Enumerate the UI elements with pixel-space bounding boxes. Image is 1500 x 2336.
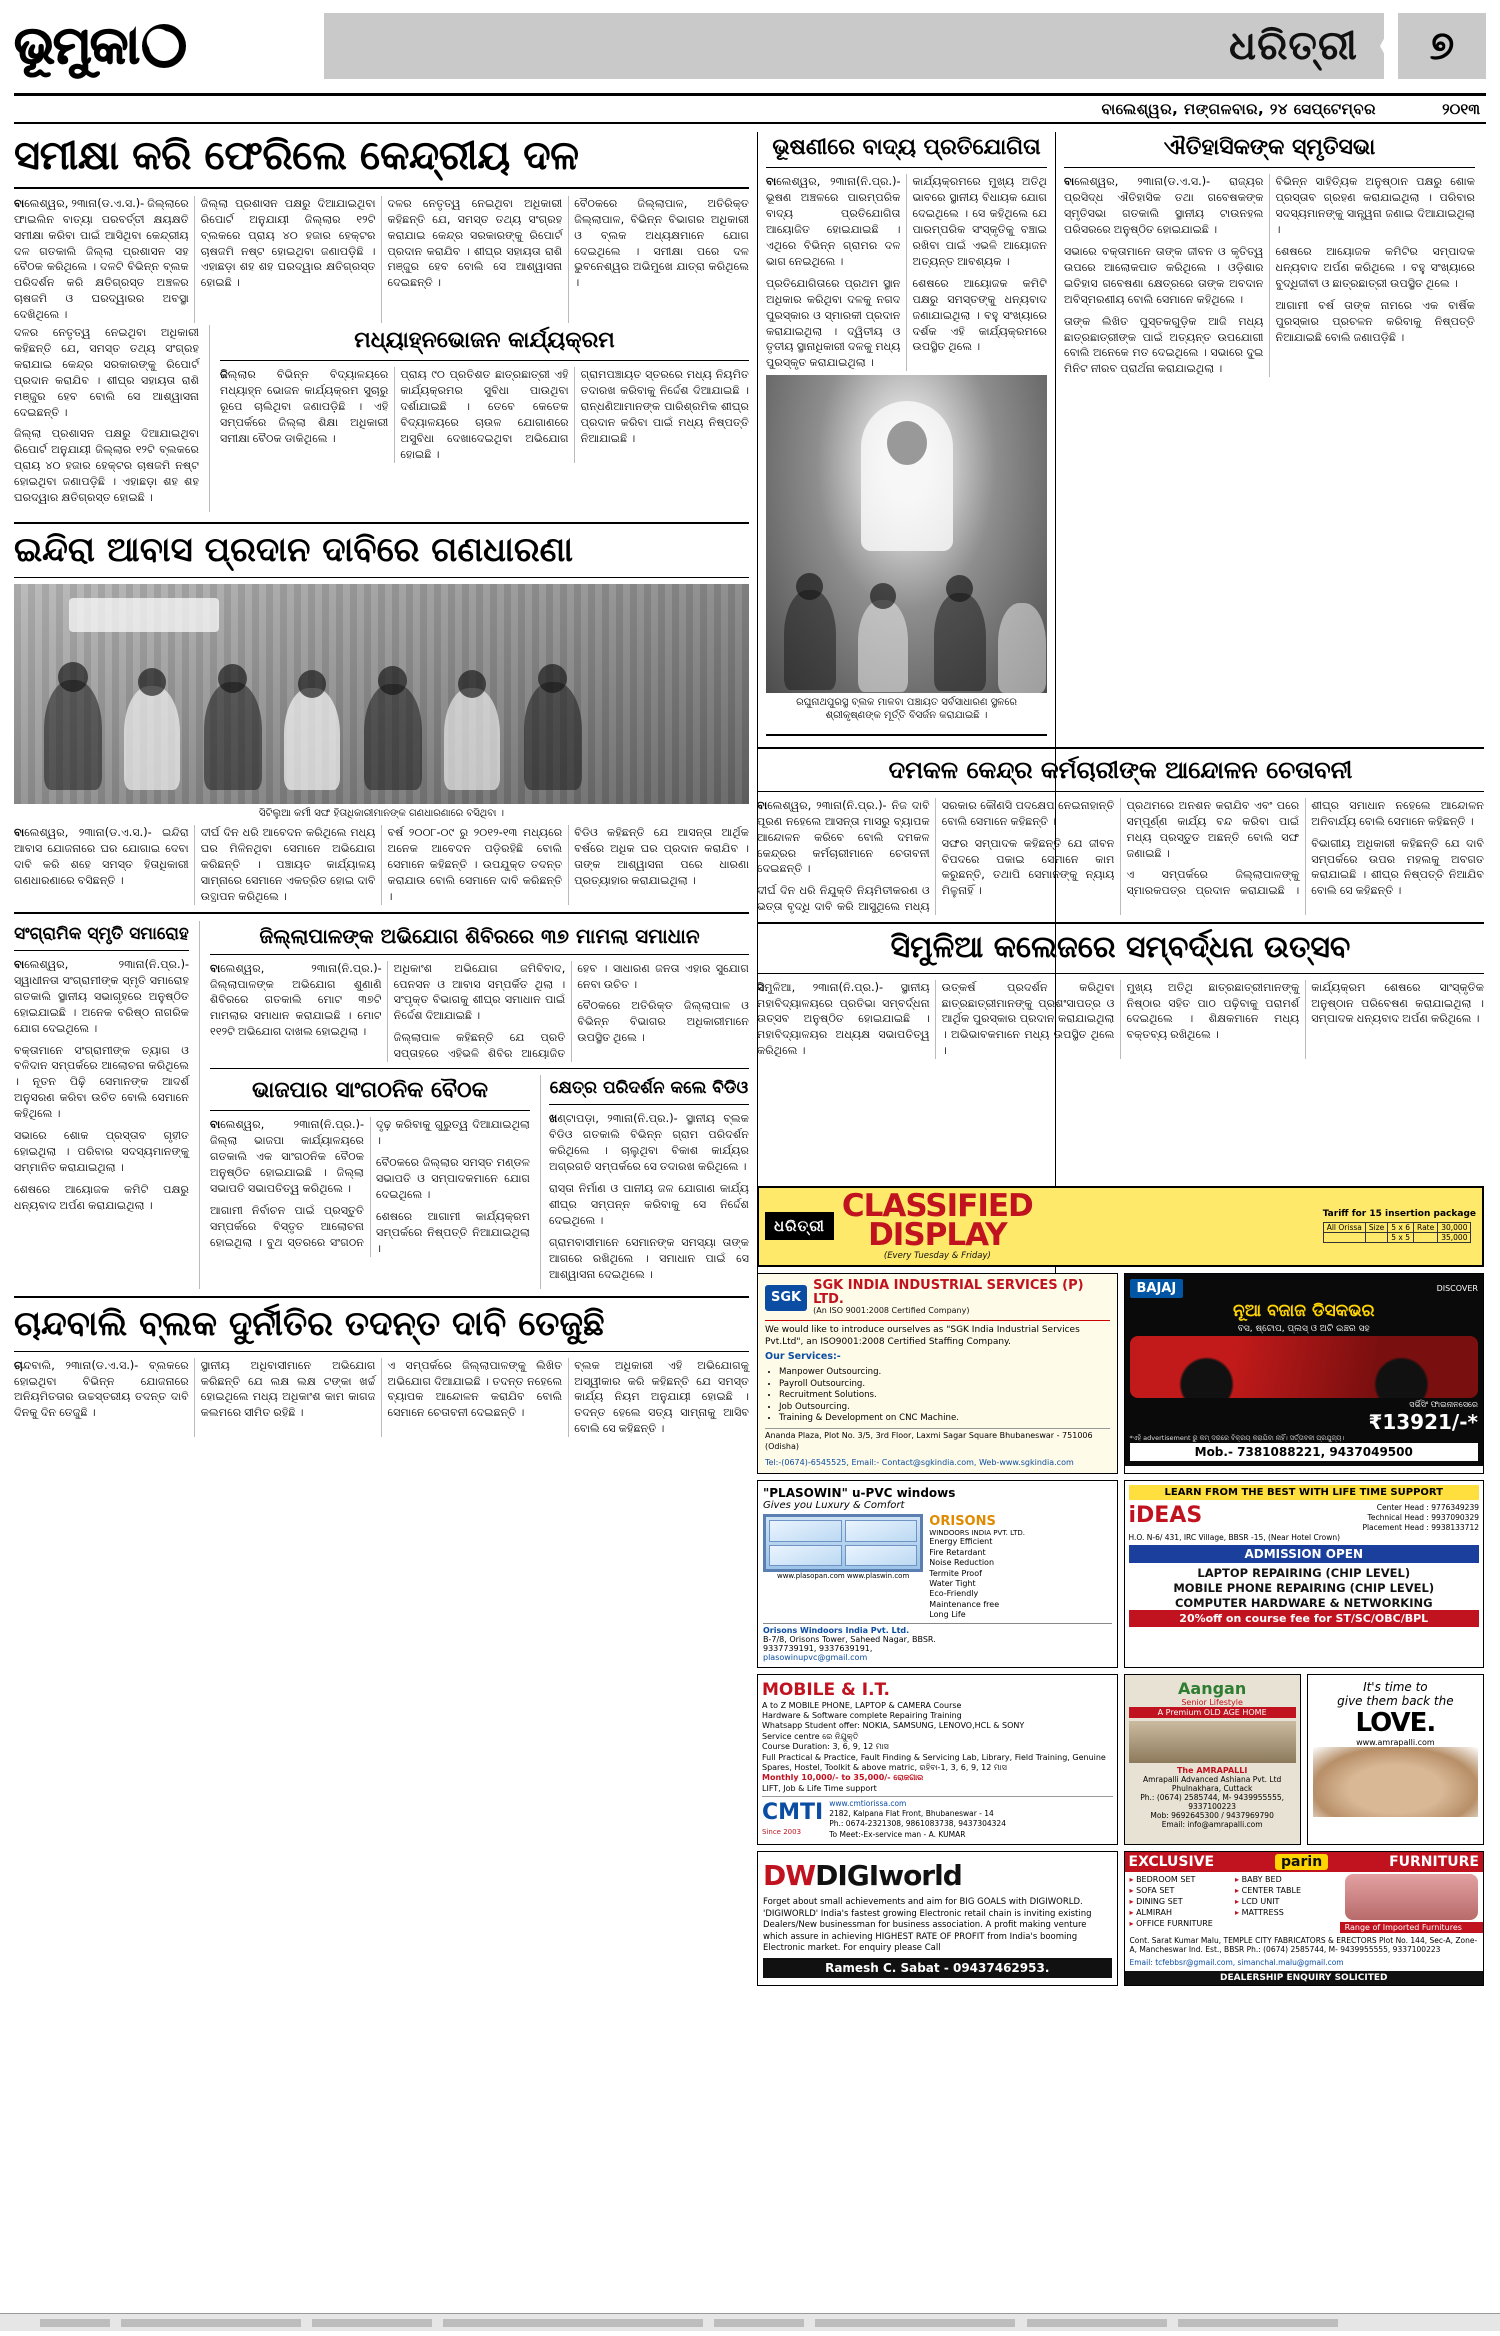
plasowin-subtitle: Gives you Luxury & Comfort (763, 1500, 905, 1512)
main-column (14, 132, 749, 1437)
dw-mark: DW (763, 1858, 816, 1892)
tariff-label: Tariff for 15 insertion package (1322, 1209, 1476, 1220)
headline-bhajpara: ଭାଜପାର ସାଂଗଠନିକ ବୈଠକ (252, 1078, 488, 1104)
digiworld-body: Forget about small achievements and aim for BIG GOALS with DIGIWORLD. 'DIGIWORLD' India's fastest growing Electronic retail chain is inviting existing Dealers/New businessman for business association. A profit making venture which assure in achieving HIGHEST RATE OF PROFIT from India's booming Electronic market. For enquiry please Call (763, 1897, 1092, 1954)
aangan-tag: Senior Lifestyle (1181, 1697, 1243, 1707)
headline-midday-meal: ମଧ୍ୟାହ୍ନଭୋଜନ କାର୍ଯ୍ୟକ୍ରମ (354, 328, 615, 354)
paragraph: ବାଲେଶ୍ୱର, ୨୩ାନା(ନି.ପ୍ର.)- ନିଜ ଦାବି ପୂରଣ ନହେଲେ ଆସନ୍ତା ମାସରୁ ବ୍ୟାପକ ଆନ୍ଦୋଳନ କରିବେ ବୋଲି ଦମକଳ କେନ୍ଦ୍ରର କର୍ମଚାରୀମାନେ ଚେତାବନୀ ଦେଇଛନ୍ତି । (757, 798, 930, 876)
paragraph: ଗ୍ରାମବାସୀମାନେ ସେମାନଙ୍କ ସମସ୍ୟା ତାଙ୍କ ଆଗରେ ରଖିଥିଲେ । ସମାଧାନ ପାଇଁ ସେ ଆଶ୍ୱାସନା ଦେଇଥିଲେ । (549, 1235, 749, 1281)
ideas-contact[interactable]: Technical Head : 9937090329 (1367, 1513, 1479, 1523)
ideas-offer: 20%off on course fee for ST/SC/OBC/BPL (1129, 1610, 1480, 1627)
bajaj-price-label: ସର୍ଭିସିଂ ଫାଇନାନସେରେ (1409, 1399, 1478, 1409)
ad-digiworld[interactable] (757, 1851, 1118, 1986)
headline-chandbali: ଚାନ୍ଦବାଲି ବ୍ଲକ ଦୁର୍ନୀତିର ତଦନ୍ତ ଦାବି ତେଜୁଛି (14, 1303, 605, 1344)
parin-item-list (1125, 1872, 1340, 1933)
cmti-jobs: LIFT, Job & Life Time support (762, 1783, 877, 1793)
newspaper-logo (14, 6, 314, 86)
aangan-logo: Aangan (1178, 1678, 1247, 1698)
classified-title-1: CLASSIFIED (841, 1188, 1033, 1224)
cmti-web[interactable]: www.cmtiorissa.com (829, 1799, 907, 1809)
parin-item: ▸ CENTER TABLE (1235, 1886, 1335, 1897)
bajaj-logo: BAJAJ (1130, 1279, 1184, 1298)
ad-cmti[interactable] (757, 1674, 1118, 1845)
article-sangramika (14, 921, 189, 1289)
ad-sgk[interactable] (757, 1273, 1118, 1475)
headline-lead: ସମୀକ୍ଷା କରି ଫେରିଲେ କେନ୍ଦ୍ରୀୟ ଦଳ (14, 133, 579, 179)
paragraph: ଶେଷରେ ଆୟୋଜକ କମିଟି ପକ୍ଷରୁ ଧନ୍ୟବାଦ ଅର୍ପଣ କରାଯାଇଥିଲା । (14, 1182, 189, 1212)
cmti-features: Full Practical & Practice, Fault Finding & Servicing Lab, Library, Field Training, Genuine Spares, Hostel, Toolkit & above matric, ରହିବା-1, 3, 6, 9, 12 ମାସ (762, 1752, 1106, 1772)
headline-bhusandeswar: ଭୂଷଣୀରେ ବାଦ୍ୟ ପ୍ରତିଯୋଗିତା (772, 135, 1041, 160)
article-lead (14, 134, 749, 323)
paragraph: ଆଗାମୀ ବର୍ଷ ତାଙ୍କ ନାମରେ ଏକ ବାର୍ଷିକ ପୁରସ୍କାର ପ୍ରଚଳନ କରିବାକୁ ନିଷ୍ପତ୍ତି ନିଆଯାଇଛି ବୋଲି ଜଣାପଡ଼ିଛି । (1275, 298, 1475, 344)
headline-historic: ଐତିହାସିକଙ୍କ ସ୍ମୃତିସଭା (1163, 135, 1376, 160)
orisons-sub: WINDOORS INDIA PVT. LTD. (929, 1529, 1025, 1538)
classified-tariff (1323, 1209, 1476, 1243)
paragraph: ବାଲେଶ୍ୱର, ୨୩ାନା(ନି.ପ୍ର.)- ଜିଲ୍ଲାପାଳଙ୍କ ଅଭିଯୋଗ ଶୁଣାଣି ଶିବିରରେ ଗତକାଲି ମୋଟ ୩୭ଟି ମାମଲାର ସମାଧାନ କରାଯାଇଛି । ମୋଟ ୧୧୨ଟି ଅଭିଯୋଗ ଦାଖଲ ହୋଇଥିଲା । (210, 961, 382, 1039)
paragraph: ବର୍ଷ ୨୦୦୮-୦୯ ରୁ ୨୦୧୨-୧୩ ମଧ୍ୟରେ ଅନେକ ଆବେଦନ ପଡ଼ିରହିଛି ବୋଲି ସେମାନେ କହିଛନ୍ତି । ଉପଯୁକ୍ତ ତଦନ୍ତ କରାଯାଉ ବୋଲି ସେମାନେ ଦାବି କରିଛନ୍ତି । (387, 826, 563, 903)
motorcycle-image (1130, 1336, 1479, 1398)
parin-item: ▸ MATTRESS (1235, 1908, 1335, 1919)
paragraph: ସ୍ଥାନୀୟ ଅଧିବାସୀମାନେ ଅଭିଯୋଗ କରିଛନ୍ତି ଯେ ଲକ୍ଷ ଲକ୍ଷ ଟଙ୍କା ଖର୍ଚ୍ଚ ହୋଇଥିଲେ ମଧ୍ୟ ଅଧିକାଂଶ କାମ କାଗଜ କଲମରେ ସୀମିତ ରହିଛି । (200, 1358, 376, 1420)
article-midday (209, 325, 749, 512)
cmti-line2: Hardware & Software complete Repairing Training (762, 1711, 962, 1721)
plasowin-features (929, 1537, 1111, 1620)
parin-item: ▸ ALMIRAH (1130, 1908, 1230, 1919)
aangan-building-image (1129, 1721, 1296, 1763)
orisons-address: B-7/8, Orisons Tower, Saheed Nagar, BBSR. (763, 1634, 936, 1644)
plasowin-title: "PLASOWIN" u-PVC windows (763, 1486, 956, 1501)
paragraph: ଗ୍ରାମପଞ୍ଚାୟତ ସ୍ତରରେ ମଧ୍ୟ ନିୟମିତ ତଦାରଖ କରିବାକୁ ନିର୍ଦ୍ଦେଶ ଦିଆଯାଇଛି । ରାନ୍ଧଣିଆମାନଙ୍କ ପାରିଶ୍ରମିକ ଶୀଘ୍ର ପ୍ରଦାନ କରିବା ପାଇଁ ମଧ୍ୟ ନିଷ୍ପତ୍ତି ନିଆଯାଇଛି । (580, 368, 749, 446)
ideas-contact[interactable]: Placement Head : 9938133712 (1362, 1522, 1479, 1532)
sgk-name: SGK INDIA INDUSTRIAL SERVICES (P) LTD. (813, 1277, 1084, 1307)
cmti-logo: CMTI (762, 1800, 824, 1826)
dharitri-logo: ଧରିତ୍ରୀ (765, 1212, 834, 1240)
section-title: ଧରିତ୍ରୀ (1229, 22, 1358, 69)
window-image (763, 1514, 923, 1572)
cmti-earning: Monthly 10,000/- to 35,000/- ରୋଜଗାର (762, 1773, 924, 1783)
paragraph: ଏ ସମ୍ପର୍କରେ ଜିଲ୍ଲାପାଳଙ୍କୁ ଲିଖିତ ଅଭିଯୋଗ ଦିଆଯାଇଛି । ତଦନ୍ତ ନହେଲେ ବ୍ୟାପକ ଆନ୍ଦୋଳନ କରାଯିବ ବୋଲି ସେମାନେ ଚେତାବନୀ ଦେଇଛନ୍ତି । (387, 1358, 563, 1420)
paragraph: ସିମୁଳିଆ, ୨୩ାନା(ନି.ପ୍ର.)- ସ୍ଥାନୀୟ ମହାବିଦ୍ୟାଳୟରେ ପ୍ରତିଭା ସମ୍ବର୍ଦ୍ଧନା ଉତ୍ସବ ଅନୁଷ୍ଠିତ ହୋଇଯାଇଛି । ମହାବିଦ୍ୟାଳୟର ଅଧ୍ୟକ୍ଷ ସଭାପତିତ୍ୱ କରିଥିଲେ । (757, 980, 930, 1058)
classified-title-2: DISPLAY (868, 1217, 1007, 1254)
cmti-duration: Course Duration: 3, 6, 9, 12 ମାସ (762, 1742, 889, 1752)
article-collector-camp (199, 921, 749, 1289)
list-item: • Job Outsourcing. (779, 1402, 1110, 1414)
parin-item: ▸ OFFICE FURNITURE (1130, 1919, 1230, 1930)
feature: Noise Reduction (929, 1558, 995, 1568)
lower-news-block (757, 740, 1484, 1059)
orisons-phone[interactable]: 9337739191, 9337639191, (763, 1643, 873, 1653)
ad-parin[interactable] (1124, 1851, 1485, 1986)
paragraph: ଜିଲ୍ଲା ପ୍ରଶାସନ ପକ୍ଷରୁ ଦିଆଯାଇଥିବା ରିପୋର୍ଟ ଅନୁଯାୟୀ ଜିଲ୍ଲାର ୧୨ଟି ବ୍ଲକରେ ପ୍ରାୟ ୪୦ ହଜାର ହେକ୍ଟର ଚାଷଜମି ନଷ୍ଟ ହୋଇଥିବା ଜଣାପଡ଼ିଛି । ଏହାଛଡ଼ା ଶହ ଶହ ଘରଦ୍ୱାର କ୍ଷତିଗ୍ରସ୍ତ ହୋଇଛି । (200, 196, 376, 290)
paragraph: ଚାନ୍ଦବାଲି, ୨୩ାନା(ଡ.ଏ.ସ.)- ବ୍ଲକରେ ହୋଇଥିବା ବିଭିନ୍ନ ଯୋଜନାରେ ଅନିୟମିତତାର ଉଚ୍ଚସ୍ତରୀୟ ତଦନ୍ତ ଦାବି ଦିନକୁ ଦିନ ତେଜୁଛି । (14, 1358, 189, 1420)
plasowin-site[interactable]: www.plasopan.com www.plaswin.com (776, 1572, 910, 1581)
cmti-address: 2182, Kalpana Flat Front, Bhubaneswar - 14 (829, 1809, 994, 1819)
love-site[interactable]: www.amrapalli.com (1356, 1737, 1435, 1747)
paragraph: ଦଳର ନେତୃତ୍ୱ ନେଇଥିବା ଅଧିକାରୀ କହିଛନ୍ତି ଯେ, ସମସ୍ତ ତଥ୍ୟ ସଂଗ୍ରହ କରାଯାଇ କେନ୍ଦ୍ର ସରକାରଙ୍କୁ ରିପୋର୍ଟ ପ୍ରଦାନ କରାଯିବ । ଶୀଘ୍ର ସହାୟତା ରାଶି ମଞ୍ଜୁର ହେବ ବୋଲି ସେ ଆଶ୍ୱାସନା ଦେଇଛନ୍ତି । (14, 326, 199, 419)
ad-love[interactable] (1307, 1674, 1484, 1845)
parin-footer: DEALERSHIP ENQUIRY SOLICITED (1125, 1971, 1484, 1985)
tariff-table: All Orissa Size 5 x 6 Rate 30,000 5 x 5 35,000 (1323, 1222, 1472, 1244)
parin-logo: parin (1275, 1854, 1328, 1870)
article-historic (1064, 135, 1475, 377)
sgk-address: Ananda Plaza, Plot No. 3/5, 3rd Floor, Laxmi Sagar Square Bhubaneswar - 751006 (Odisha) (765, 1428, 1110, 1453)
aangan-place: Phulnakhara, Cuttack (1171, 1783, 1253, 1793)
bajaj-price: ₹13921/-* (1368, 1409, 1478, 1434)
paragraph: ରାସ୍ତା ନିର୍ମାଣ ଓ ପାନୀୟ ଜଳ ଯୋଗାଣ କାର୍ଯ୍ୟ ଶୀଘ୍ର ସମ୍ପନ୍ନ କରିବାକୁ ସେ ନିର୍ଦ୍ଦେଶ ଦେଇଥିଲେ । (549, 1182, 749, 1227)
aangan-mob[interactable]: Mob: 9692645300 / 9437969790 (1150, 1810, 1274, 1820)
bajaj-disclaimer: *ଏହି advertisement ରୁ କମ୍ ଦରରେ ବିକ୍ରୟ କରାଯିବା ନାହିଁ। ସର୍ତ୍ତାବଳୀ ପ୍ରଯୁଜ୍ୟ। (1129, 1433, 1345, 1442)
paragraph: ସଙ୍ଘର ସମ୍ପାଦକ କହିଛନ୍ତି ଯେ ଜୀବନ ବିପଦରେ ପକାଇ ସେମାନେ କାମ କରୁଛନ୍ତି, ତଥାପି ସେମାନଙ୍କୁ ନ୍ୟାୟ ମିଳୁନାହିଁ । (941, 836, 1115, 898)
ad-bajaj[interactable] (1124, 1273, 1485, 1475)
paragraph: ଶେଷରେ ଆୟୋଜକ କମିଟିର ସମ୍ପାଦକ ଧନ୍ୟବାଦ ଅର୍ପଣ କରିଥିଲେ । ବହୁ ସଂଖ୍ୟାରେ ବୁଦ୍ଧିଜୀବୀ ଓ ଛାତ୍ରଛାତ୍ରୀ ଉପସ୍ଥିତ ଥିଲେ । (1275, 245, 1475, 290)
ideas-contact[interactable]: Center Head : 9776349239 (1376, 1503, 1479, 1513)
paragraph: ବାଲେଶ୍ୱର, ୨୩ାନା(ଡ.ଏ.ସ.)- ଜିଲ୍ଲାରେ ଫାଇଲିନ ବାତ୍ୟା ପରବର୍ତ୍ତୀ କ୍ଷୟକ୍ଷତି ସମୀକ୍ଷା କରିବା ପାଇଁ ଆସିଥିବା କେନ୍ଦ୍ରୀୟ ଦଳ ଗତକାଲି ଜିଲ୍ଲା ପ୍ରଶାସନ ସହ ବୈଠକ କରିଥିଲେ । ଦଳଟି ବିଭିନ୍ନ ବ୍ଲକ ପରିଦର୍ଶନ କରି କ୍ଷତିଗ୍ରସ୍ତ ଅଞ୍ଚଳର ଚାଷଜମି ଓ ଘରଦ୍ୱାରର ଅବସ୍ଥା ଦେଖିଥିଲେ । (14, 196, 189, 322)
feature: Water Tight (929, 1578, 976, 1588)
paragraph: ଜିଲ୍ଲାର ବିଭିନ୍ନ ବିଦ୍ୟାଳୟରେ ମଧ୍ୟାହ୍ନ ଭୋଜନ କାର୍ଯ୍ୟକ୍ରମ ସୁଚାରୁ ରୂପେ ଚାଲିଥିବା ଜଣାପଡ଼ିଛି । ଏହି ସମ୍ପର୍କରେ ଜିଲ୍ଲା ଶିକ୍ଷା ଅଧିକାରୀ ସମୀକ୍ଷା ବୈଠକ ଡାକିଥିଲେ । (220, 368, 389, 446)
cmti-phones[interactable]: Ph.: 0674-2321308, 9861083738, 9437304324 (829, 1819, 1006, 1829)
paragraph: ବକ୍ତାମାନେ ସଂଗ୍ରାମୀଙ୍କ ତ୍ୟାଗ ଓ ବଳିଦାନ ସମ୍ପର୍କରେ ଆଲୋଚନା କରିଥିଲେ । ନୂତନ ପିଢ଼ି ସେମାନଙ୍କ ଆଦର୍ଶ ଅନୁସରଣ କରିବା ଉଚିତ ବୋଲି ସେମାନେ କହିଥିଲେ । (14, 1043, 189, 1121)
parin-item: ▸ LCD UNIT (1235, 1897, 1335, 1908)
headline-fire-station: ଦମକଳ କେନ୍ଦ୍ର କର୍ମଚାରୀଙ୍କ ଆନ୍ଦୋଳନ ଚେତାବନୀ (888, 756, 1353, 784)
article-chandbali (14, 1305, 749, 1438)
headline-simulia: ସିମୁଳିଆ କଲେଜରେ ସମ୍ବର୍ଦ୍ଧନା ଉତ୍ସବ (890, 930, 1351, 966)
parin-item: ▸ BEDROOM SET (1130, 1875, 1230, 1886)
sgk-services-list (779, 1367, 1110, 1425)
sgk-iso: (An ISO 9001:2008 Certified Company) (813, 1306, 970, 1316)
parin-furniture: FURNITURE (1389, 1853, 1479, 1870)
sofa-image (1345, 1874, 1478, 1920)
masthead-bar (324, 13, 1384, 79)
dw-word: DIGIworld (815, 1858, 962, 1892)
article-lead-extra (14, 325, 199, 512)
paragraph: ପ୍ରାୟ ୯୦ ପ୍ରତିଶତ ଛାତ୍ରଛାତ୍ରୀ ଏହି କାର୍ଯ୍ୟକ୍ରମର ସୁବିଧା ପାଉଥିବା ଦର୍ଶାଯାଇଛି । ତେବେ କେତେକ ବିଦ୍ୟାଳୟରେ ଚାଉଳ ଯୋଗାଣରେ ଅସୁବିଧା ଦେଖାଦେଇଥିବା ଅଭିଯୋଗ ହୋଇଛି । (400, 368, 569, 461)
article-fire-station (757, 756, 1484, 915)
paragraph: ଉତ୍କର୍ଷ ପ୍ରଦର୍ଶନ କରିଥିବା ଛାତ୍ରଛାତ୍ରୀମାନଙ୍କୁ ପ୍ରଶଂସାପତ୍ର ଓ ଆର୍ଥିକ ପୁରସ୍କାର ପ୍ରଦାନ କରାଯାଇଥିଲା । ଅଭିଭାବକମାନେ ମଧ୍ୟ ଉପସ୍ଥିତ ଥିଲେ । (941, 980, 1115, 1058)
ideas-course: COMPUTER HARDWARE & NETWORKING (1174, 1595, 1433, 1610)
list-item: • Training & Development on CNC Machine. (779, 1413, 1110, 1425)
paragraph: ବୈଠକରେ ଜିଲ୍ଲାର ସମସ୍ତ ମଣ୍ଡଳ ସଭାପତି ଓ ସମ୍ପାଦକମାନେ ଯୋଗ ଦେଇଥିଲେ । (376, 1156, 530, 1202)
paragraph: ଜିଲ୍ଲା ପ୍ରଶାସନ ପକ୍ଷରୁ ଦିଆଯାଇଥିବା ରିପୋର୍ଟ ଅନୁଯାୟୀ ଜିଲ୍ଲାର ୧୨ଟି ବ୍ଲକରେ ପ୍ରାୟ ୪୦ ହଜାର ହେକ୍ଟର ଚାଷଜମି ନଷ୍ଟ ହୋଇଥିବା ଜଣାପଡ଼ିଛି । ଏହାଛଡ଼ା ଶହ ଶହ ଘରଦ୍ୱାର କ୍ଷତିଗ୍ରସ୍ତ ହୋଇଛି । (14, 427, 199, 505)
paragraph: ବିଭାଗୀୟ ଅଧିକାରୀ କହିଛନ୍ତି ଯେ ଦାବି ସମ୍ପର୍କରେ ଉପର ମହଲକୁ ଅବଗତ କରାଯାଇଛି । ଶୀଘ୍ର ନିଷ୍ପତ୍ତି ନିଆଯିବ ବୋଲି ସେ କହିଛନ୍ତି । (1311, 836, 1484, 898)
ad-ideas[interactable] (1124, 1480, 1485, 1667)
paragraph: ପ୍ରତିଯୋଗିତାରେ ପ୍ରଥମ ସ୍ଥାନ ଅଧିକାର କରିଥିବା ଦଳକୁ ନଗଦ ପୁରସ୍କାର ଓ ସ୍ମାରକୀ ପ୍ରଦାନ କରାଯାଇଥିଲା । ଦ୍ୱିତୀୟ ଓ ତୃତୀୟ ସ୍ଥାନାଧିକାରୀ ଦଳକୁ ମଧ୍ୟ ପୁରସ୍କୃତ କରାଯାଇଥିଲା । (766, 276, 901, 370)
paragraph: କାର୍ଯ୍ୟକ୍ରମରେ ମୁଖ୍ୟ ଅତିଥି ଭାବରେ ସ୍ଥାନୀୟ ବିଧାୟକ ଯୋଗ ଦେଇଥିଲେ । ସେ କହିଥିଲେ ଯେ ପାରମ୍ପରିକ ସଂସ୍କୃତିକୁ ବଞ୍ଚାଇ ରଖିବା ପାଇଁ ଏଭଳି ଆୟୋଜନ ଅତ୍ୟନ୍ତ ଆବଶ୍ୟକ । (912, 175, 1047, 268)
orisons-name: Orisons Windoors India Pvt. Ltd. (763, 1625, 910, 1635)
paragraph: ବାଲେଶ୍ୱର, ୨୩ାନା(ନି.ପ୍ର.)- ସ୍ୱାଧୀନତା ସଂଗ୍ରାମୀଙ୍କ ସ୍ମୃତି ସମାରୋହ ଗତକାଲି ସ୍ଥାନୀୟ ସଭାଗୃହରେ ଅନୁଷ୍ଠିତ ହୋଇଯାଇଛି । ଅନେକ ବରିଷ୍ଠ ନାଗରିକ ଯୋଗ ଦେଇଥିଲେ । (14, 958, 189, 1035)
love-line3: LOVE. (1355, 1707, 1436, 1738)
paragraph: କାର୍ଯ୍ୟକ୍ରମ ଶେଷରେ ସାଂସ୍କୃତିକ ଅନୁଷ୍ଠାନ ପରିବେଷଣ କରାଯାଇଥିଲା । ସମ୍ପାଦକ ଧନ୍ୟବାଦ ଅର୍ପଣ କରିଥିଲେ । (1311, 980, 1484, 1026)
paragraph: ବାଲେଶ୍ୱର, ୨୩ାନା(ନି.ପ୍ର.)- ଜିଲ୍ଲା ଭାଜପା କାର୍ଯ୍ୟାଳୟରେ ଗତକାଲି ଏକ ସାଂଗଠନିକ ବୈଠକ ଅନୁଷ୍ଠିତ ହୋଇଯାଇଛି । ଜିଲ୍ଲା ସଭାପତି ସଭାପତିତ୍ୱ କରିଥିଲେ । (210, 1118, 364, 1196)
cmti-since: Since 2003 (762, 1827, 802, 1836)
paragraph: ଏ ସମ୍ପର୍କରେ ଜିଲ୍ଲାପାଳଙ୍କୁ ସ୍ମାରକପତ୍ର ପ୍ରଦାନ କରାଯାଇଛି । ଶୀଘ୍ର ସମାଧାନ ନହେଲେ ଆନ୍ଦୋଳନ ଅନିବାର୍ଯ୍ୟ ବୋଲି ସେମାନେ କହିଛନ୍ତି । (1126, 798, 1484, 898)
feature: Energy Efficient (929, 1537, 993, 1547)
list-item: • Payroll Outsourcing. (779, 1379, 1110, 1391)
paragraph: ବିଡିଓ କହିଛନ୍ତି ଯେ ଆସନ୍ତା ଆର୍ଥିକ ବର୍ଷରେ ଅଧିକ ଘର ପ୍ରଦାନ କରାଯିବ । ତାଙ୍କ ଆଶ୍ୱାସନା ପରେ ଧାରଣା ପ୍ରତ୍ୟାହାର କରାଯାଇଥିଲା । (574, 826, 749, 887)
paragraph: ଆଗାମୀ ନିର୍ବାଚନ ପାଇଁ ପ୍ରସ୍ତୁତି ସମ୍ପର୍କରେ ବିସ୍ତୃତ ଆଲୋଚନା ହୋଇଥିଲା । ବୁଥ ସ୍ତରରେ ସଂଗଠନ ଦୃଢ଼ କରିବାକୁ ଗୁରୁତ୍ୱ ଦିଆଯାଇଥିଲା । (210, 1118, 530, 1249)
ideas-address: H.O. N-6/ 431, IRC Village, BBSR -15, (Near Hotel Crown) (1128, 1532, 1341, 1542)
dateline-year: ୨୦୧୩ (1442, 100, 1480, 118)
photo-caption-idol: ରଘୁନାଥପୁରସ୍ଥ ବ୍ଲକ ମାଳବା ପଞ୍ଚାୟତ ସର୍ବସାଧାରଣ ସ୍ଥଳରେ ଶ୍ରୀକୃଷ୍ଣଙ୍କ ମୂର୍ତ୍ତି ବିସର୍ଜନ କରାଯାଇଛି । (796, 697, 1017, 722)
paragraph: ମୁଖ୍ୟ ଅତିଥି ଛାତ୍ରଛାତ୍ରୀମାନଙ୍କୁ ନିଷ୍ଠାର ସହିତ ପାଠ ପଢ଼ିବାକୁ ପରାମର୍ଶ ଦେଇଥିଲେ । ଶିକ୍ଷକମାନେ ମଧ୍ୟ ବକ୍ତବ୍ୟ ରଖିଥିଲେ । (1126, 980, 1300, 1042)
paragraph: ବିଭିନ୍ନ ସାହିତ୍ୟିକ ଅନୁଷ୍ଠାନ ପକ୍ଷରୁ ଶୋକ ପ୍ରସ୍ତାବ ଗ୍ରହଣ କରାଯାଇଥିଲା । ପରିବାର ସଦସ୍ୟମାନଙ୍କୁ ସାନ୍ତ୍ୱନା ଜଣାଇ ଦିଆଯାଇଥିଲା । (1275, 175, 1475, 237)
cmti-title: MOBILE & I.T. (762, 1679, 891, 1700)
footer-strip (0, 2313, 1500, 2331)
paragraph: ଦୀର୍ଘ ଦିନ ଧରି ଆବେଦନ କରିଥିଲେ ମଧ୍ୟ ଘର ମିଳିନଥିବା ସେମାନେ ଅଭିଯୋଗ କରିଛନ୍ତି । ପଞ୍ଚାୟତ କାର୍ଯ୍ୟାଳୟ ସାମ୍ନାରେ ସେମାନେ ଏକତ୍ରିତ ହୋଇ ଦାବି ଉତ୍ଥାପନ କରିଥିଲେ । (200, 826, 376, 903)
paragraph: ବୈଠକରେ ଅତିରିକ୍ତ ଜିଲ୍ଲାପାଳ ଓ ବିଭିନ୍ନ ବିଭାଗର ଅଧିକାରୀମାନେ ଉପସ୍ଥିତ ଥିଲେ । (577, 999, 749, 1045)
parin-email[interactable]: Email: tcfebbsr@gmail.com, simanchal.malu@gmail.com (1129, 1958, 1344, 1968)
list-item: • Recruitment Solutions. (779, 1390, 1110, 1402)
orisons-email[interactable]: plasowinupvc@gmail.com (763, 1652, 868, 1662)
parin-strip: Range of Imported Furnitures (1340, 1922, 1483, 1933)
cmti-subtitle: A to Z MOBILE PHONE, LAPTOP & CAMERA Course (762, 1700, 962, 1710)
orisons-logo: ORISONS (929, 1514, 996, 1530)
parin-item: ▸ DINING SET (1130, 1897, 1230, 1908)
classified-header (757, 1186, 1484, 1267)
photo-idol (766, 375, 1047, 693)
bajaj-phone[interactable]: Mob.- 7381088221, 9437049500 (1130, 1443, 1479, 1461)
ad-aangan[interactable] (1124, 1674, 1301, 1845)
cmti-line3: Whatsapp Student offer: NOKIA, SAMSUNG, LENOVO,HCL & SONY (762, 1721, 1025, 1731)
love-line2: give them back the (1337, 1693, 1454, 1708)
paragraph: ସଭାରେ ଶୋକ ପ୍ରସ୍ତାବ ଗୃହୀତ ହୋଇଥିଲା । ପରିବାର ସଦସ୍ୟମାନଙ୍କୁ ସମ୍ମାନିତ କରାଯାଇଥିଲା । (14, 1129, 189, 1174)
ad-plasowin[interactable] (757, 1480, 1118, 1667)
parin-item: ▸ BABY BED (1235, 1875, 1335, 1886)
bajaj-headline: ନୂଆ ବଜାଜ ଡିସକଭର (1233, 1300, 1375, 1321)
list-item: • Manpower Outsourcing. (779, 1367, 1110, 1379)
paragraph: ଜିଲ୍ଲାପାଳ କହିଛନ୍ତି ଯେ ପ୍ରତି ସପ୍ତାହରେ ଏହିଭଳି ଶିବିର ଆୟୋଜିତ ହେବ । ସାଧାରଣ ଜନତା ଏହାର ସୁଯୋଗ ନେବା ଉଚିତ । (393, 961, 749, 1061)
headline-indira-awas: ଇନ୍ଦିରା ଆବାସ ପ୍ରଦାନ ଦାବିରେ ଗଣଧାରଣା (14, 530, 574, 571)
parin-item: ▸ SOFA SET (1130, 1886, 1230, 1897)
article-indira-awas (14, 531, 749, 905)
page-number: ୭ (1429, 22, 1455, 69)
feature: Long Life (929, 1610, 966, 1620)
logo-text: ଭୂମୁକା (14, 15, 139, 76)
ideas-course: LAPTOP REPAIRING (CHIP LEVEL) (1197, 1565, 1411, 1580)
hands-image (1313, 1747, 1478, 1817)
article-bhusandeswar (766, 135, 1047, 371)
aangan-company: Amrapalli Advanced Ashiana Pvt. Ltd (1142, 1774, 1282, 1784)
paragraph: ବ୍ଲକ ଅଧିକାରୀ ଏହି ଅଭିଯୋଗକୁ ଅସ୍ୱୀକାର କରି କହିଛନ୍ତି ଯେ ସମସ୍ତ କାର୍ଯ୍ୟ ନିୟମ ଅନୁଯାୟୀ ହୋଇଛି । ତଦନ୍ତ ହେଲେ ସତ୍ୟ ସାମ୍ନାକୁ ଆସିବ ବୋଲି ସେ କହିଛନ୍ତି । (574, 1358, 749, 1436)
photo-indira-awas (14, 584, 749, 804)
headline-kshetra: କ୍ଷେତ୍ର ପରିଦର୍ଶନ କଲେ ବିଡିଓ (549, 1078, 749, 1099)
headline-collector-camp: ଜିଲ୍ଲାପାଳଙ୍କ ଅଭିଯୋଗ ଶିବିରରେ ୩୭ ମାମଲା ସମାଧାନ (259, 923, 700, 948)
sgk-logo: SGK (765, 1285, 807, 1311)
classified-subtitle: (Every Tuesday & Friday) (883, 1250, 991, 1261)
aangan-by: The AMRAPALLI (1176, 1765, 1248, 1775)
ideas-course: MOBILE PHONE REPAIRING (CHIP LEVEL) (1173, 1580, 1435, 1595)
sgk-intro: We would like to introduce ourselves as "SGK India Industrial Services Pvt.Ltd", an ISO9001:2008 Certified Staffing Company. (765, 1324, 1080, 1348)
ideas-admission-badge: ADMISSION OPEN (1129, 1545, 1480, 1563)
sgk-contact[interactable]: Tel:-(0674)-6545525, Email:- Contact@sgkindia.com, Web-www.sgkindia.com (765, 1457, 1074, 1467)
article-simulia (757, 931, 1484, 1059)
masthead (14, 0, 1486, 96)
paragraph: ତାଙ୍କ ଲିଖିତ ପୁସ୍ତକଗୁଡ଼ିକ ଆଜି ମଧ୍ୟ ଛାତ୍ରଛାତ୍ରୀଙ୍କ ପାଇଁ ଅତ୍ୟନ୍ତ ଉପଯୋଗୀ ବୋଲି ଅନେକେ ମତ ଦେଇଥିଲେ । ସଭାରେ ଦୁଇ ମିନିଟ ନୀରବ ପ୍ରାର୍ଥନା କରାଯାଇଥିଲା । (1064, 314, 1264, 376)
bajaj-subline: ବସ, ଷ୍ଟୋପ, ପ୍ଲସ୍ ଓ ଅଟି ଇଞ୍ଚର ସହ (1237, 1323, 1370, 1334)
article-kshetra (540, 1075, 749, 1288)
paragraph: ବୈଠକରେ ଜିଲ୍ଲାପାଳ, ଅତିରିକ୍ତ ଜିଲ୍ଲାପାଳ, ବିଭିନ୍ନ ବିଭାଗର ଅଧିକାରୀ ଓ ବ୍ଲକ ଅଧ୍ୟକ୍ଷମାନେ ଯୋଗ ଦେଇଥିଲେ । ସମୀକ୍ଷା ପରେ ଦଳ ଭୁବନେଶ୍ୱର ଅଭିମୁଖେ ଯାତ୍ରା କରିଥିଲେ । (574, 196, 749, 290)
dateline (14, 96, 1486, 124)
cmti-meet: To Meet:-Ex-service man - A. KUMAR (829, 1829, 966, 1839)
love-line1: It's time to (1363, 1679, 1428, 1694)
digiworld-logo (763, 1857, 1112, 1895)
classified-ads (757, 1186, 1484, 1992)
page-number-badge (1398, 13, 1486, 79)
sun-icon (142, 24, 186, 68)
ideas-banner: LEARN FROM THE BEST WITH LIFE TIME SUPPORT (1129, 1485, 1480, 1500)
paragraph: ବାଲେଶ୍ୱର, ୨୩ାନା(ନି.ପ୍ର.)- ଭୂଷଣ ଅଞ୍ଚଳରେ ପାରମ୍ପରିକ ବାଦ୍ୟ ପ୍ରତିଯୋଗିତା ଆୟୋଜିତ ହୋଇଯାଇଛି । ଏଥିରେ ବିଭିନ୍ନ ଗ୍ରାମର ଦଳ ଭାଗ ନେଇଥିଲେ । (766, 175, 901, 268)
parin-exclusive: EXCLUSIVE (1128, 1853, 1215, 1870)
feature: Fire Retardant (929, 1547, 986, 1557)
paragraph: ପ୍ରଥମରେ ଅନଶନ କରାଯିବ ଏବଂ ପରେ ସମ୍ପୂର୍ଣ୍ଣ କାର୍ଯ୍ୟ ବନ୍ଦ କରିବା ପାଇଁ ମଧ୍ୟ ପ୍ରସ୍ତୁତ ଅଛନ୍ତି ବୋଲି ସଙ୍ଘ ଜଣାଇଛି । (1126, 798, 1300, 860)
paragraph: ଶେଷରେ ଆୟୋଜକ କମିଟି ପକ୍ଷରୁ ସମସ୍ତଙ୍କୁ ଧନ୍ୟବାଦ ଜଣାଯାଇଥିଲା । ବହୁ ସଂଖ୍ୟାରେ ଦର୍ଶକ ଏହି କାର୍ଯ୍ୟକ୍ରମରେ ଉପସ୍ଥିତ ଥିଲେ । (912, 276, 1047, 354)
aangan-phone[interactable]: Ph.: (0674) 2585744, M- 9439955555, 9337100223 (1140, 1792, 1284, 1811)
ideas-logo: iDEAS (1128, 1503, 1203, 1529)
paragraph: ସଭାରେ ବକ୍ତାମାନେ ତାଙ୍କ ଜୀବନ ଓ କୃତିତ୍ୱ ଉପରେ ଆଲୋକପାତ କରିଥିଲେ । ଓଡ଼ିଶାର ଇତିହାସ ଗବେଷଣା କ୍ଷେତ୍ରରେ ତାଙ୍କ ଅବଦାନ ଅବିସ୍ମରଣୀୟ ବୋଲି ସେମାନେ କହିଥିଲେ । (1064, 245, 1264, 306)
paragraph: ଖଣ୍ଟାପଡ଼ା, ୨୩ାନା(ନି.ପ୍ର.)- ସ୍ଥାନୀୟ ବ୍ଲକ ବିଡିଓ ଗତକାଲି ବିଭିନ୍ନ ଗ୍ରାମ ପରିଦର୍ଶନ କରିଥିଲେ । ଚାଲୁଥିବା ବିକାଶ କାର୍ଯ୍ୟର ଅଗ୍ରଗତି ସମ୍ପର୍କରେ ସେ ତଦାରଖ କରିଥିଲେ । (549, 1112, 749, 1174)
article-lead-body (14, 196, 749, 323)
paragraph: ବାଲେଶ୍ୱର, ୨୩ାନା(ଡ.ଏ.ସ.)- ରାଜ୍ୟର ପ୍ରସିଦ୍ଧ ଐତିହାସିକ ତଥା ଗବେଷକଙ୍କ ସ୍ମୃତିସଭା ଗତକାଲି ସ୍ଥାନୀୟ ଟାଉନହଲ ପରିସରରେ ଅନୁଷ୍ଠିତ ହୋଇଯାଇଛି । (1064, 175, 1264, 237)
aangan-premium: A Premium OLD AGE HOME (1129, 1707, 1296, 1718)
parin-address: Cont. Sarat Kumar Malu, TEMPLE CITY FABRICATORS & ERECTORS Plot No. 144, Sec-A, Zone-A, Mancheswar Ind. Est., BBSR Ph.: (0674) 2585744, M- 9439955555, 9337100223 (1129, 1935, 1478, 1955)
photo-caption-indira: ସିଟିଲୁଆ କର୍ମୀ ସଙ୍ଘ ହିତାଧିକାରୀମାନଙ୍କ ଗଣଧାରଣାରେ ବସିଥିବା । (258, 808, 505, 820)
paragraph: ବାଲେଶ୍ୱର, ୨୩ାନା(ଡ.ଏ.ସ.)- ଇନ୍ଦିରା ଆବାସ ଯୋଜନାରେ ଘର ଯୋଗାଇ ଦେବା ଦାବି କରି ଶହେ ସମସ୍ତ ହିତାଧିକାରୀ ଗଣଧାରଣାରେ ବସିଛନ୍ତି । (14, 826, 189, 887)
paragraph: ଦୀର୍ଘ ଦିନ ଧରି ନିଯୁକ୍ତି ନିୟମିତୀକରଣ ଓ ଭତ୍ତା ବୃଦ୍ଧି ଦାବି କରି ଆସୁଥିଲେ ମଧ୍ୟ ସରକାର କୌଣସି ପଦକ୍ଷେପ ନେଇନାହାନ୍ତି ବୋଲି ସେମାନେ କହିଛନ୍ତି । (757, 798, 1115, 914)
aangan-email[interactable]: Email: info@amrapalli.com (1161, 1819, 1263, 1829)
paragraph: ଶେଷରେ ଆଗାମୀ କାର୍ଯ୍ୟକ୍ରମ ସମ୍ପର୍କରେ ନିଷ୍ପତ୍ତି ନିଆଯାଇଥିଲା । (376, 1210, 530, 1255)
feature: Maintenance free (929, 1599, 1000, 1609)
bajaj-model: DISCOVER (1436, 1283, 1478, 1293)
article-bhajpara (210, 1075, 530, 1288)
feature: Termite Proof (929, 1568, 982, 1578)
paragraph: ଅଧିକାଂଶ ଅଭିଯୋଗ ଜମିବିବାଦ, ପେନସନ ଓ ଆବାସ ସମ୍ପର୍କିତ ଥିଲା । ସଂପୃକ୍ତ ବିଭାଗକୁ ଶୀଘ୍ର ସମାଧାନ ପାଇଁ ନିର୍ଦ୍ଦେଶ ଦିଆଯାଇଛି । (393, 961, 566, 1023)
dateline-place: ବାଲେଶ୍ୱର, ମଙ୍ଗଳବାର, ୨୪ ସେପ୍ଟେମ୍ବର (1101, 100, 1376, 118)
digiworld-contact[interactable]: Ramesh C. Sabat - 09437462953. (763, 1958, 1112, 1978)
feature: Eco-Friendly (929, 1589, 979, 1599)
headline-sangramika: ସଂଗ୍ରାମିକ ସ୍ମୃତି ସମାରୋହ (14, 923, 189, 944)
sgk-services-label: Our Services:- (765, 1351, 841, 1363)
cmti-service: Service centre ରେ ନିଯୁକ୍ତି (762, 1731, 859, 1741)
paragraph: ଦଳର ନେତୃତ୍ୱ ନେଇଥିବା ଅଧିକାରୀ କହିଛନ୍ତି ଯେ, ସମସ୍ତ ତଥ୍ୟ ସଂଗ୍ରହ କରାଯାଇ କେନ୍ଦ୍ର ସରକାରଙ୍କୁ ରିପୋର୍ଟ ପ୍ରଦାନ କରାଯିବ । ଶୀଘ୍ର ସହାୟତା ରାଶି ମଞ୍ଜୁର ହେବ ବୋଲି ସେ ଆଶ୍ୱାସନା ଦେଇଛନ୍ତି । (387, 196, 563, 290)
